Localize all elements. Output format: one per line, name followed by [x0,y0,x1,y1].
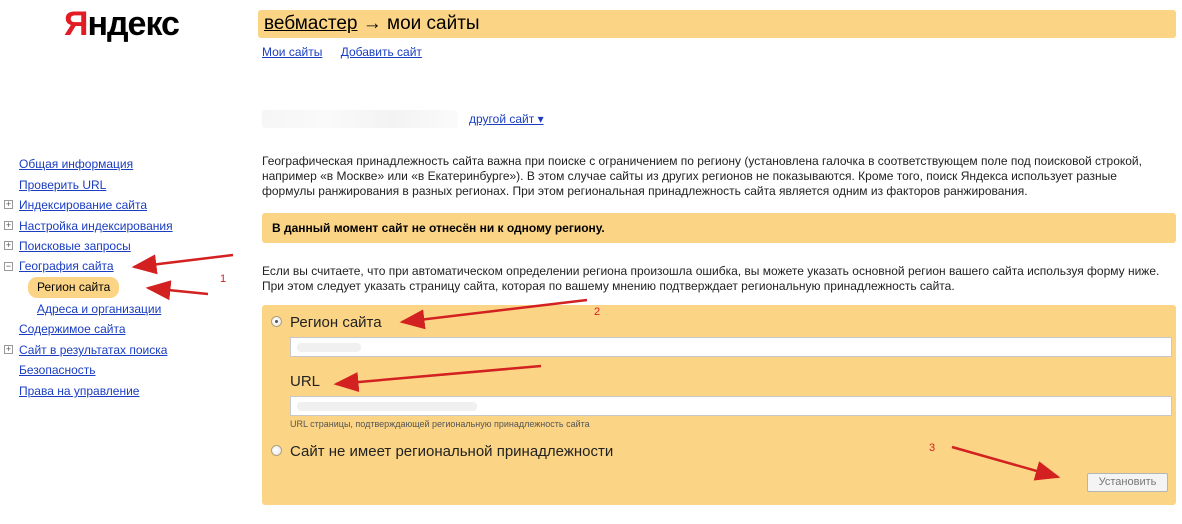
annotation-arrow-region [148,288,208,294]
breadcrumb-webmaster[interactable]: вебмастер [264,13,358,34]
other-site-dropdown[interactable]: другой сайт ▾ [469,112,544,126]
region-input[interactable] [290,337,1172,357]
region-radio[interactable] [271,316,282,327]
sidebar-item-search-results[interactable]: Сайт в результатах поиска [19,343,168,357]
annotation-number-2: 2 [594,306,601,318]
sidebar-item-access-rights[interactable]: Права на управление [19,384,140,398]
top-links [262,45,437,59]
annotation-number-1: 1 [220,273,227,285]
add-site-link[interactable]: Добавить сайт [340,45,422,59]
sidebar-item-indexing[interactable]: Индексирование сайта [19,198,148,212]
region-value-blurred [297,343,361,352]
site-name-blurred [262,110,458,128]
logo-first-letter: Я [64,5,88,43]
region-error-description: Если вы считаете, что при автоматическом определении региона произошла ошибка, вы можете указать основной регион вашего сайта используя форму ниже. При этом следует указать страницу сайта, которая по вашему мнению подтверждает региональную принадлежность сайта. [262,264,1160,293]
url-label: URL [290,373,321,390]
collapse-icon[interactable]: − [5,261,12,271]
url-value-blurred [297,402,477,411]
geography-description: Географическая принадлежность сайта важна при поиске с ограничением по региону (установлена галочка в соответствующем поле под поисковой строкой, например «в Москве» или «в Екатеринбурге»). В этом случае сайты из других регионов не показываются. Кроме того, поиск Яндекса использует разные формулы ранжирования в разных регионах. При этом региональная принадлежность сайта является одним из факторов ранжирования. [262,154,1142,198]
url-hint: URL страницы, подтверждающей региональную принадлежность сайта [290,419,590,429]
sidebar-item-site-content[interactable]: Содержимое сайта [19,322,126,336]
my-sites-link[interactable]: Мои сайты [262,45,323,59]
sidebar-item-site-region[interactable]: Регион сайта [28,277,119,298]
annotation-arrow-geography [134,255,233,267]
expand-icon[interactable]: + [5,199,12,209]
sidebar-item-site-geography[interactable]: География сайта [19,259,114,273]
annotation-number-3: 3 [929,442,936,454]
breadcrumb-current: мои сайты [387,13,480,34]
no-region-radio[interactable] [271,445,282,456]
region-notice: В данный момент сайт не отнесён ни к одному региону. [262,213,1176,243]
sidebar-item-search-queries[interactable]: Поисковые запросы [19,239,131,253]
sidebar-item-security[interactable]: Безопасность [19,363,96,377]
sidebar-item-addresses[interactable]: Адреса и организации [37,302,162,316]
yandex-logo[interactable] [64,2,179,46]
sidebar-item-general-info[interactable]: Общая информация [19,157,134,171]
expand-icon[interactable]: + [5,344,12,354]
region-label: Регион сайта [290,314,382,331]
header-bar [258,10,1176,38]
page-title [264,12,480,36]
url-input[interactable] [290,396,1172,416]
sidebar-item-check-url[interactable]: Проверить URL [19,178,107,192]
breadcrumb-separator: → [362,13,382,34]
set-region-button[interactable]: Установить [1087,473,1168,492]
sidebar-item-index-settings[interactable]: Настройка индексирования [19,219,173,233]
logo-rest: ндекс [87,5,179,43]
expand-icon[interactable]: + [5,240,12,250]
no-region-label: Сайт не имеет региональной принадлежности [290,443,614,460]
expand-icon[interactable]: + [5,220,12,230]
